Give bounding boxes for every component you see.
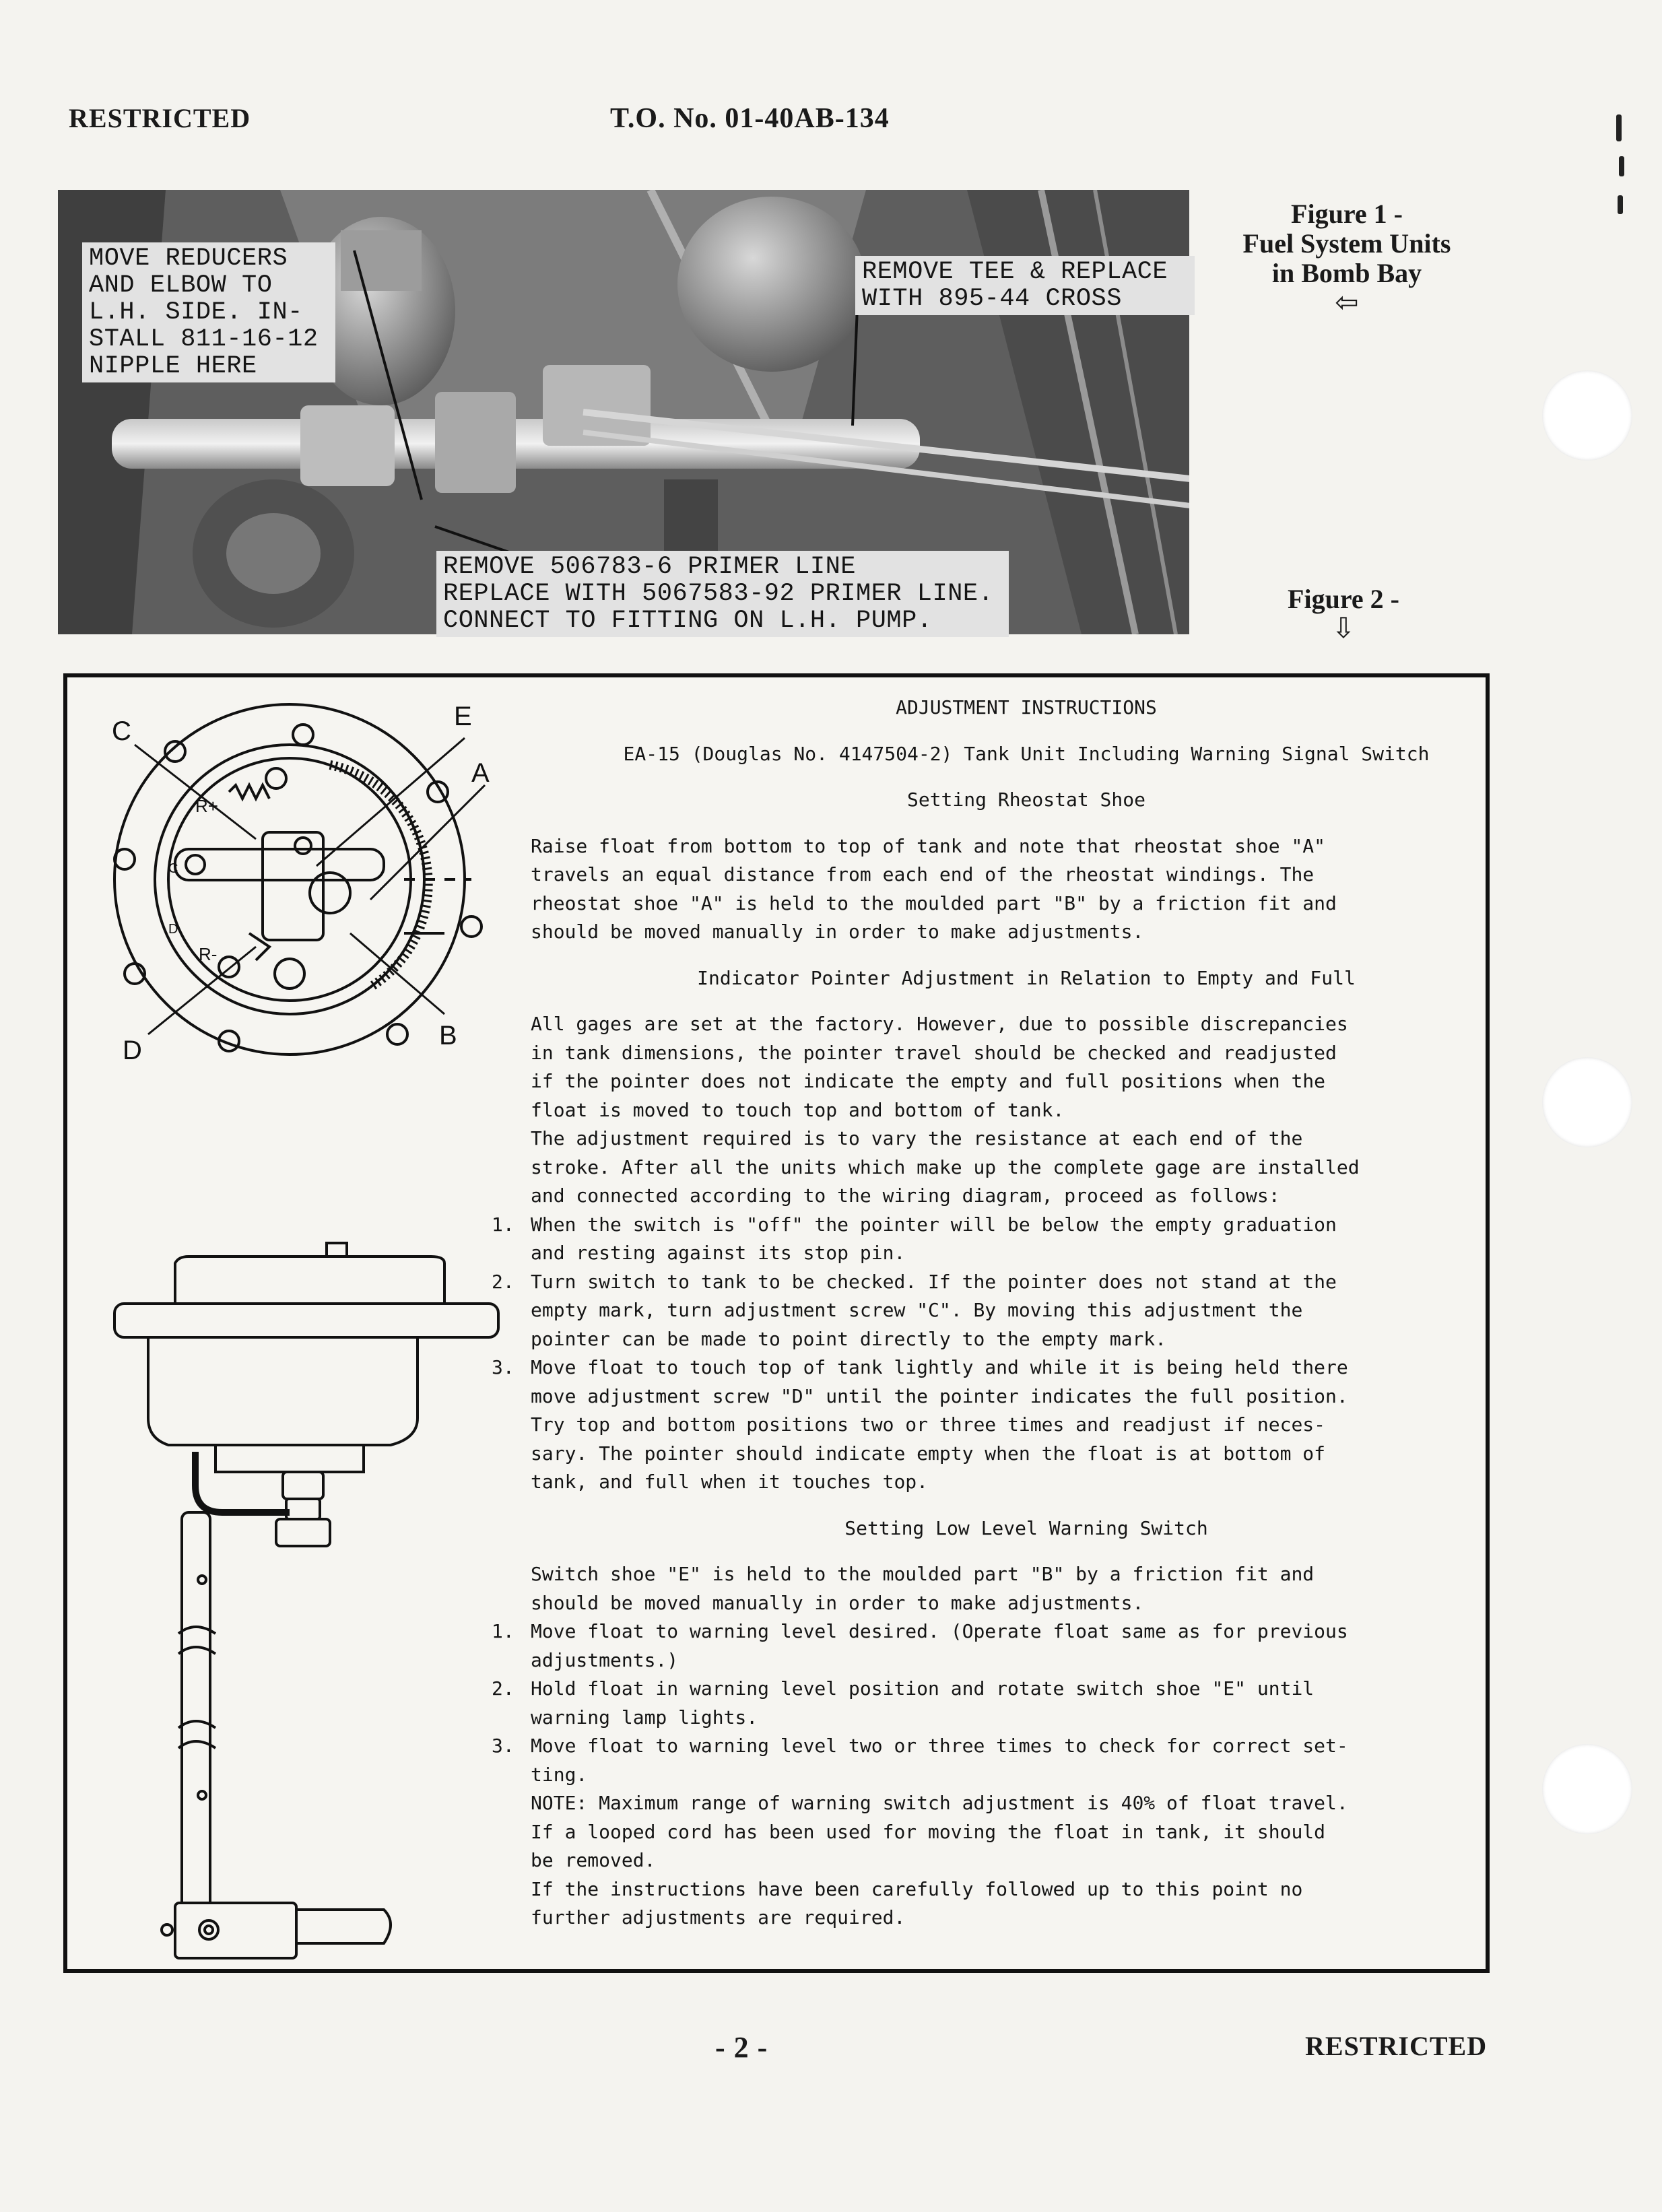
binder-tick-mark [1616, 114, 1622, 141]
footer-page-number: - 2 - [715, 2031, 768, 2064]
body-line: The adjustment required is to vary the resistance at each end of the [531, 1127, 1303, 1149]
step-line: sary. The pointer should indicate empty when the float is at bottom of [531, 1442, 1326, 1465]
figure-1-caption-line: Figure 1 - [1291, 199, 1403, 229]
step-number: 1. [492, 1213, 514, 1236]
note-line: If the instructions have been carefully followed up to this point no [531, 1877, 1303, 1900]
body-line: should be moved manually in order to make adjustments. [531, 1591, 1144, 1614]
step-item [492, 1732, 1522, 1789]
step-line: empty mark, turn adjustment screw "C". By moving this adjustment the [531, 1299, 1303, 1321]
step-line: When the switch is "off" the pointer will be below the empty graduation [531, 1213, 1337, 1236]
mark-c-small: C [168, 861, 178, 876]
instructions-title: ADJUSTMENT INSTRUCTIONS [896, 696, 1157, 718]
arrow-left-icon: ⇦ [1335, 288, 1359, 319]
mark-r-minus: R- [199, 944, 218, 964]
header-restricted: RESTRICTED [69, 103, 251, 133]
body-line: float is moved to touch top and bottom of tank. [531, 1098, 1065, 1121]
step-line: Move float to warning level desired. (Operate float same as for previous [531, 1620, 1348, 1642]
body-line: in tank dimensions, the pointer travel should be checked and readjusted [531, 1041, 1337, 1064]
section-heading-pointer: Indicator Pointer Adjustment in Relation to Empty and Full [697, 966, 1356, 989]
step-line: tank, and full when it touches top. [531, 1471, 929, 1493]
diagram-label-a: A [471, 758, 490, 788]
body-line: should be moved manually in order to make adjustments. [531, 920, 1144, 943]
section-body-warning [492, 1560, 1522, 1933]
figure-1-caption-line: Fuel System Units [1242, 228, 1451, 259]
mark-r-plus: R+ [195, 796, 218, 816]
header-to-number: T.O. No. 01-40AB-134 [610, 103, 890, 134]
step-line: move adjustment screw "D" until the pointer indicates the full position. [531, 1384, 1348, 1407]
figure-1-caption [1199, 199, 1495, 318]
step-number: 2. [492, 1677, 514, 1700]
step-line: warning lamp lights. [531, 1706, 758, 1729]
step-item [492, 1268, 1522, 1354]
photo-callout-reducers: MOVE REDUCERS AND ELBOW TO L.H. SIDE. IN- STALL 811-16-12 NIPPLE HERE [82, 242, 335, 382]
step-number: 1. [492, 1620, 514, 1642]
photo-callout-primer-line: REMOVE 506783-6 PRIMER LINE REPLACE WITH 5067583-92 PRIMER LINE. CONNECT TO FITTING ON L.H. PUMP. [436, 551, 1009, 637]
body-line: All gages are set at the factory. However, due to possible discrepancies [531, 1013, 1348, 1035]
section-body-pointer [492, 1010, 1522, 1497]
step-line: Hold float in warning level position and rotate switch shoe "E" until [531, 1677, 1315, 1700]
figure-2-caption-line: Figure 2 - [1288, 584, 1399, 614]
step-line: Try top and bottom positions two or three times and readjust if neces- [531, 1413, 1326, 1436]
step-line: Move float to warning level two or three times to check for correct set- [531, 1735, 1348, 1757]
note-line: further adjustments are required. [531, 1906, 906, 1929]
body-line: Switch shoe "E" is held to the moulded part "B" by a friction fit and [531, 1563, 1315, 1585]
footer-restricted: RESTRICTED [1305, 2031, 1488, 2061]
adjustment-instructions-panel [63, 673, 1490, 1973]
note-line: NOTE: Maximum range of warning switch adjustment is 40% of float travel. [531, 1792, 1348, 1814]
punch-hole [1542, 1057, 1632, 1147]
diagram-label-d: D [123, 1036, 142, 1065]
instructions-unit: EA-15 (Douglas No. 4147504-2) Tank Unit Including Warning Signal Switch [623, 742, 1430, 765]
body-line: rheostat shoe "A" is held to the moulded part "B" by a friction fit and [531, 892, 1337, 914]
section-body-rheostat [531, 832, 1522, 947]
diagram-label-e: E [454, 702, 472, 731]
step-number: 2. [492, 1270, 514, 1293]
step-item [492, 1353, 1522, 1497]
step-item [492, 1617, 1522, 1675]
step-line: ting. [531, 1763, 588, 1786]
binder-tick-mark [1619, 156, 1624, 176]
pointer-steps [492, 1211, 1522, 1497]
step-line: and resting against its stop pin. [531, 1242, 906, 1264]
body-line: Raise float from bottom to top of tank and note that rheostat shoe "A" [531, 834, 1326, 857]
punch-hole [1542, 1744, 1632, 1834]
step-number: 3. [492, 1735, 514, 1757]
section-heading-warning: Setting Low Level Warning Switch [844, 1516, 1208, 1539]
punch-hole [1542, 370, 1632, 461]
photo-callout-tee: REMOVE TEE & REPLACE WITH 895-44 CROSS [855, 256, 1195, 315]
body-line: if the pointer does not indicate the empty and full positions when the [531, 1070, 1326, 1092]
diagram-label-c: C [112, 716, 131, 746]
body-line: stroke. After all the units which make up the complete gage are installed [531, 1155, 1360, 1178]
body-line: and connected according to the wiring diagram, proceed as follows: [531, 1184, 1280, 1207]
step-line: Turn switch to tank to be checked. If the pointer does not stand at the [531, 1270, 1337, 1293]
figure-1-caption-line: in Bomb Bay [1271, 258, 1422, 288]
diagram-label-b: B [439, 1021, 457, 1050]
body-line: travels an equal distance from each end of the rheostat windings. The [531, 863, 1315, 885]
arrow-down-icon: ⇩ [1331, 613, 1356, 644]
instructions-text [492, 694, 1522, 1933]
section-heading-rheostat: Setting Rheostat Shoe [906, 789, 1145, 811]
note-line: be removed. [531, 1849, 656, 1871]
step-line: Move float to touch top of tank lightly and while it is being held there [531, 1356, 1348, 1378]
step-number: 3. [492, 1356, 514, 1378]
step-line: pointer can be made to point directly to the empty mark. [531, 1327, 1167, 1350]
note-line: If a looped cord has been used for moving the float in tank, it should [531, 1820, 1326, 1843]
mark-d-small: D [168, 922, 178, 937]
step-item [492, 1211, 1522, 1268]
step-item [492, 1675, 1522, 1732]
binder-tick-mark [1618, 195, 1623, 214]
step-line: adjustments.) [531, 1648, 679, 1671]
warning-steps [492, 1617, 1522, 1789]
figure-2-caption [1246, 584, 1441, 644]
tank-unit-diagram [67, 677, 525, 1970]
